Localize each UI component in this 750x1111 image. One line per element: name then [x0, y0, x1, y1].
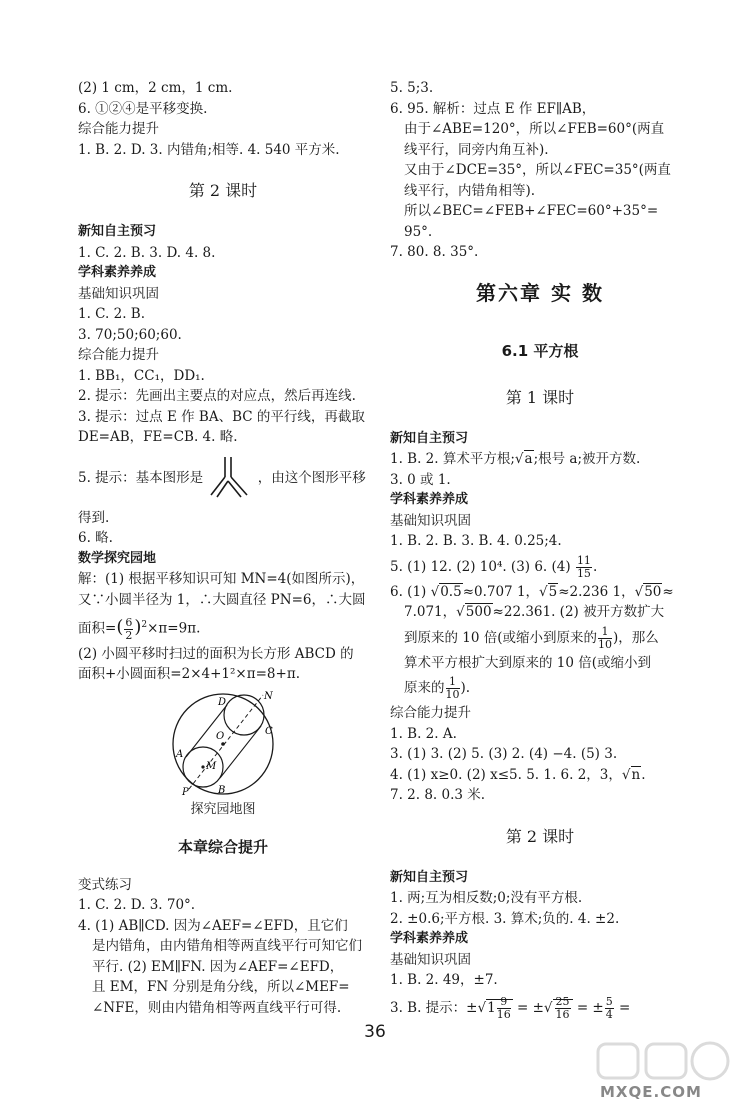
answer-line: 得到. [78, 509, 110, 526]
numerator: 5 [605, 994, 613, 1008]
fraction [555, 996, 571, 1021]
point-label-o: O [216, 730, 225, 742]
subheading: 基础知识巩固 [390, 512, 471, 529]
numerator: 1 [446, 676, 460, 689]
answer-line: 2. 提示：先画出主要点的对应点，然后再连线. [78, 388, 356, 404]
text: ×π=9π. [147, 620, 201, 637]
point-label-a: A [176, 748, 184, 760]
answer-line: 1. C. 2. B. 3. D. 4. 8. [78, 244, 216, 261]
radicand: 5 [548, 583, 558, 600]
answer-line: 1. B. 2. B. 3. B. 4. 0.25;4. [390, 533, 562, 549]
fraction [446, 676, 460, 701]
answer-line: 7.071，√500≈22.361. (2) 被开方数扩大 [404, 604, 665, 620]
answer-line: 由于∠ABE=120°，所以∠FEB=60°(两直 [404, 121, 665, 137]
subheading: 基础知识巩固 [78, 285, 159, 302]
answer-line: 6. ①②④是平移变换. [78, 100, 208, 117]
text: . [592, 558, 598, 575]
radicand [553, 994, 573, 1021]
answer-line [390, 552, 690, 582]
answer-line: 7. 80. 8. 35°. [390, 244, 479, 260]
section-title: 6.1 平方根 [501, 341, 579, 360]
answer-line: 4. (1) AB∥CD. 因为∠AEF=∠EFD，且它们 [78, 917, 348, 934]
answer-line: 1. B. 2. 49，±7. [390, 972, 498, 988]
whole-part: 1 [487, 999, 496, 1016]
answer-line: 2. ±0.6;平方根. 3. 算术;负的. 4. ±2. [390, 910, 620, 927]
radicand: a [524, 451, 533, 467]
left-column [78, 78, 368, 1018]
answer-line [390, 623, 690, 653]
numerator: 1 [598, 626, 612, 639]
text: ≈2.236 1， [558, 583, 635, 600]
denominator: 10 [598, 637, 613, 651]
text: 5. (1) 12. (2) 10⁴. (3) 6. (4) [390, 558, 575, 575]
answer-line: 7. 2. 8. 0.3 米. [390, 787, 486, 803]
chapter-title: 第六章 实 数 [476, 280, 604, 305]
numerator: 6 [125, 615, 133, 629]
text: . [641, 766, 646, 783]
answer-line: 1. B. 2. A. [390, 725, 457, 742]
text: ≈ [662, 583, 674, 600]
fraction [598, 626, 612, 651]
text: 3. B. 提示：± [390, 999, 478, 1016]
text: 1. B. 2. 算术平方根; [390, 451, 515, 467]
radicand: n [631, 766, 641, 783]
answer-line: (2) 小圆平移时扫过的面积为长方形 ABCD 的 [78, 645, 354, 662]
answer-line: 1. B. 2. 算术平方根;√a;根号 a;被开方数. [390, 451, 641, 467]
denominator: 16 [496, 1007, 511, 1021]
answer-line: 5. 5;3. [390, 80, 434, 96]
answer-line: 6. (1) √0.5≈0.707 1，√5≈2.236 1，√50≈ [390, 583, 674, 600]
radicand [486, 994, 513, 1021]
point-label-n: N [264, 690, 273, 702]
answer-text: ，由这个图形平移 [257, 469, 366, 486]
right-column [390, 78, 690, 1025]
answer-line: 解：(1) 根据平移知识可知 MN=4(如图所示)， [78, 571, 365, 587]
point-label-b: B [218, 784, 226, 796]
answer-line: 3. B. 提示：±√1 $\frac{9}{16}$ = ±√ $\frac{25}{16}$ = ± $\frac{5}{4}$ = [390, 994, 631, 1021]
subheading: 综合能力提升 [78, 347, 159, 363]
numerator: 11 [576, 553, 591, 567]
text: 4. (1) x≥0. (2) x≤5. 5. 1. 6. 2，3， [390, 766, 622, 783]
subheading: 基础知识巩固 [390, 951, 471, 968]
radicand: 50 [644, 583, 662, 600]
text: 原来的 [404, 680, 445, 696]
fraction [497, 996, 511, 1021]
answer-line: 且 EM，FN 分别是角分线，所以∠MEF= [92, 979, 350, 995]
text: = ± [572, 999, 604, 1016]
answer-line: 95°. [404, 223, 433, 240]
answer-line: DE=AB，FE=CB. 4. 略. [78, 429, 238, 445]
radicand: 0.5 [440, 583, 462, 600]
text: ;根号 a;被开方数. [533, 451, 641, 467]
section-heading: 新知自主预习 [390, 430, 469, 446]
point-label-m: M [206, 760, 217, 772]
answer-line: 所以∠BEC=∠FEB+∠FEC=60°+35°= [404, 203, 659, 219]
numerator: 9 [497, 996, 511, 1009]
answer-line: (2) 1 cm，2 cm，1 cm. [78, 80, 233, 96]
answer-line-with-figure [78, 448, 368, 508]
denominator: 16 [555, 1007, 570, 1021]
denominator: 10 [445, 688, 460, 701]
denominator: 2 [125, 628, 133, 642]
fraction [605, 996, 614, 1021]
answer-line: ∠NFE，则由内错角相等两直线平行可得. [92, 999, 342, 1016]
text: 面积= [78, 620, 117, 637]
lesson-title: 第 2 课时 [505, 826, 575, 846]
answer-line: 6. 略. [78, 530, 113, 546]
answer-line: 又由于∠DCE=35°，所以∠FEC=35°(两直 [404, 162, 671, 178]
answer-line: 3. 0 或 1. [390, 471, 451, 488]
text: = ± [512, 999, 544, 1016]
watermark-text: MXQE.COM [600, 1083, 702, 1101]
answer-line: 3. 提示：过点 E 作 BA、BC 的平行线，再截取 [78, 408, 365, 425]
text: ). [460, 680, 471, 696]
review-title: 本章综合提升 [177, 837, 268, 856]
answer-line: 平行. (2) EM∥FN. 因为∠AEF=∠EFD， [92, 958, 344, 975]
text: ≈22.361. (2) 被开方数扩大 [492, 604, 665, 620]
section-heading: 学科素养养成 [390, 931, 469, 946]
section-heading: 新知自主预习 [78, 224, 157, 239]
numerator: 25 [555, 994, 570, 1008]
answer-line: 1. C. 2. B. [78, 306, 145, 322]
section-heading: 学科素养养成 [390, 492, 469, 507]
answer-line: 是内错角，由内错角相等两直线平行可知它们 [92, 938, 362, 954]
answer-line: 3. 70;50;60;60. [78, 326, 182, 343]
text: = [614, 999, 631, 1016]
text: 6. (1) [390, 583, 431, 600]
answer-line: 1. C. 2. D. 3. 70°. [78, 897, 196, 913]
y-shape-figure [207, 453, 253, 503]
answer-line: 面积+小圆面积=2×4+1²×π=8+π. [78, 666, 300, 682]
answer-line: 1. B. 2. D. 3. 内错角;相等. 4. 540 平方米. [78, 141, 340, 158]
answer-line: 1. 两;互为相反数;0;没有平方根. [390, 890, 583, 906]
answer-text: 5. 提示：基本图形是 [78, 469, 204, 486]
answer-line: 6. 95. 解析：过点 E 作 EF∥AB， [390, 100, 596, 117]
page-number: 36 [364, 1022, 386, 1042]
text: 到原来的 10 倍(或缩小到原来的 [404, 629, 598, 646]
answer-line: 4. (1) x≥0. (2) x≤5. 5. 1. 6. 2，3，√n. [390, 766, 646, 783]
answer-line: 算术平方根扩大到原来的 10 倍(或缩小到 [404, 654, 652, 671]
text: ≈0.707 1， [462, 583, 540, 600]
answer-line: 又∵小圆半径为 1，∴大圆直径 PN=6，∴大圆 [78, 591, 366, 608]
subheading: 变式练习 [78, 876, 132, 893]
text: )，那么 [613, 629, 659, 646]
circle-translation-diagram [158, 689, 288, 797]
exploration-figure [78, 689, 368, 819]
figure-caption: 探究园地图 [190, 801, 256, 817]
lesson-title: 第 1 课时 [505, 387, 575, 407]
answer-line: 面积=( $\frac{6}{2}$ )$^2$×π=9π. [78, 615, 201, 642]
fraction [576, 555, 592, 580]
point-label-c: C [265, 725, 273, 737]
section-heading: 学科素养养成 [78, 265, 157, 280]
answer-line: 3. (1) 3. (2) 5. (3) 2. (4) −4. (5) 3. [390, 746, 618, 762]
radicand: 500 [465, 604, 492, 620]
point-label-d: D [218, 696, 227, 708]
answer-line: 线平行，同旁内角互补). [404, 141, 549, 158]
lesson-title: 第 2 课时 [188, 181, 258, 200]
subheading: 综合能力提升 [78, 121, 159, 137]
text: 7.071， [404, 604, 457, 620]
denominator: 4 [605, 1007, 613, 1021]
answer-line: 1. BB₁，CC₁，DD₁. [78, 367, 205, 384]
subheading: 综合能力提升 [390, 705, 471, 721]
point-label-p: P [182, 786, 189, 797]
answer-line: 线平行，内错角相等). [404, 182, 536, 199]
section-heading: 新知自主预习 [390, 869, 469, 885]
fraction [124, 617, 133, 642]
denominator: 15 [576, 566, 591, 580]
answer-line [390, 673, 690, 703]
section-heading: 数学探究园地 [78, 550, 157, 566]
